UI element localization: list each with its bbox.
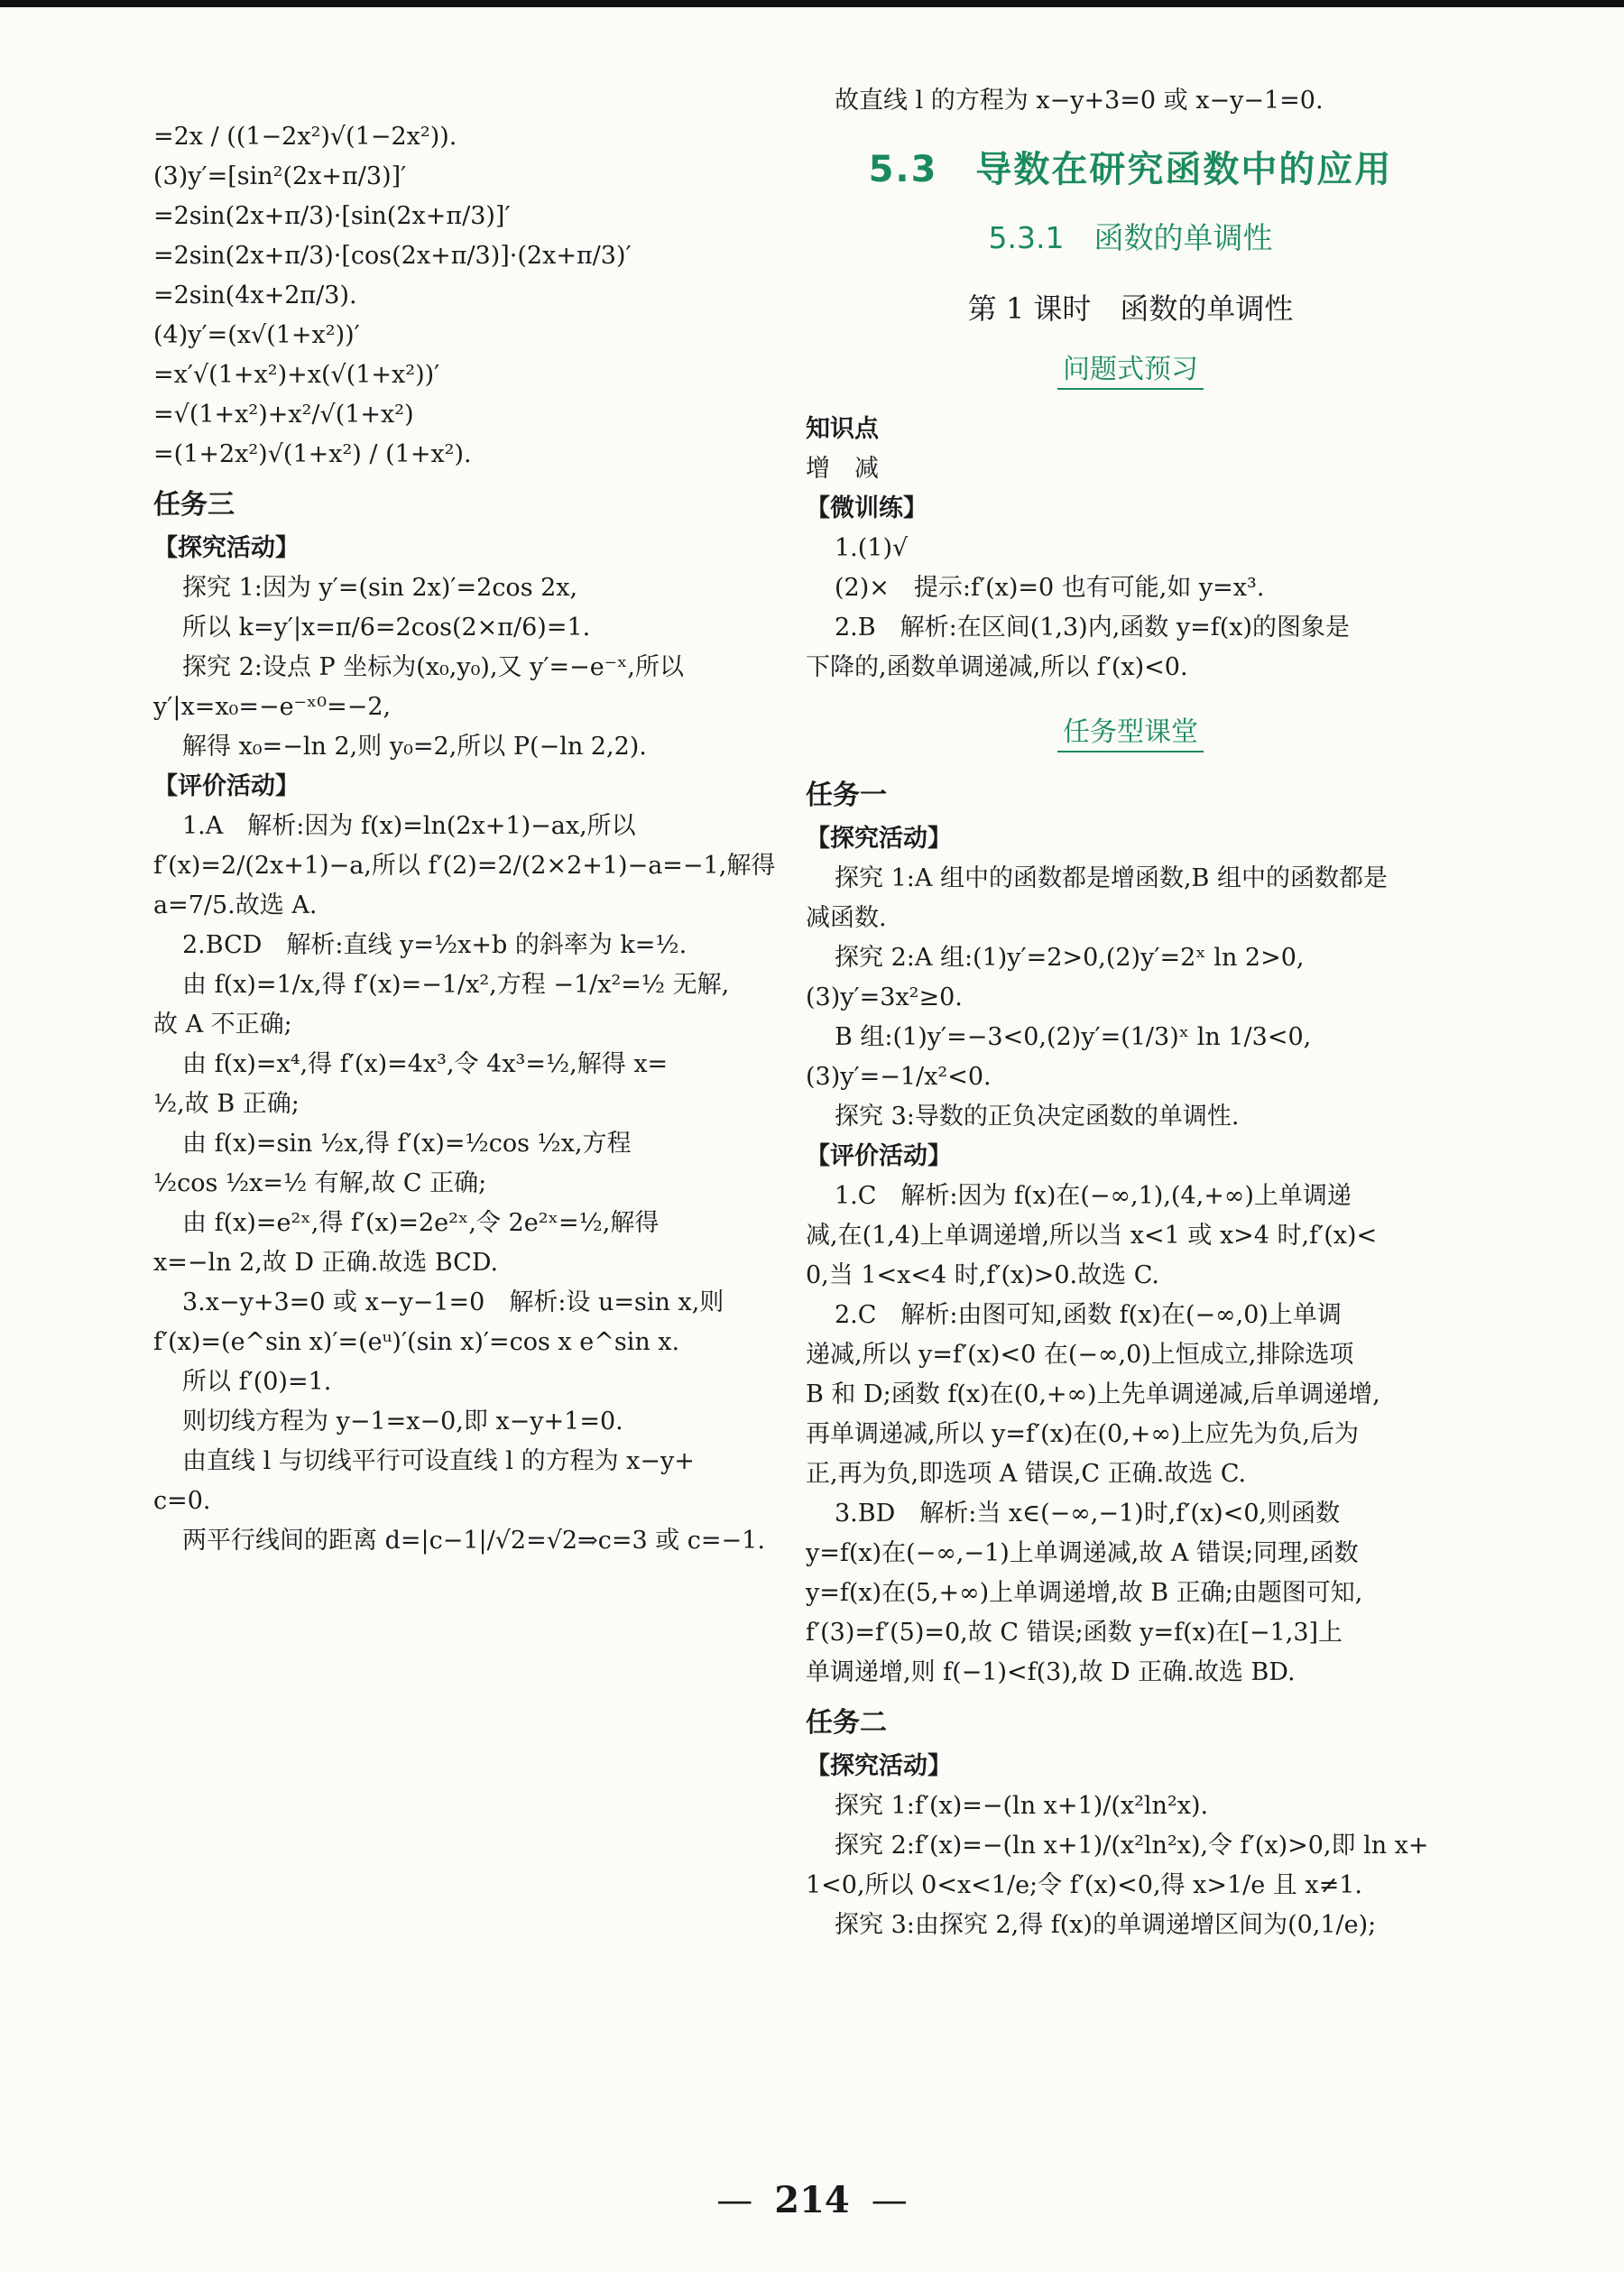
text-line: =2sin(2x+π/3)·[sin(2x+π/3)]′ xyxy=(153,202,511,230)
text-line: 2.B 解析:在区间(1,3)内,函数 y=f(x)的图象是 xyxy=(835,614,1351,642)
text-line: 由 f(x)=e²ˣ,得 f′(x)=2e²ˣ,令 2e²ˣ=½,解得 xyxy=(182,1209,660,1237)
text-line: =x′√(1+x²)+x(√(1+x²))′ xyxy=(153,361,440,389)
text-line: 递减,所以 y=f′(x)<0 在(−∞,0)上恒成立,排除选项 xyxy=(806,1341,1354,1369)
text-line: 探究 1:f′(x)=−(ln x+1)/(x²ln²x). xyxy=(835,1792,1209,1820)
text-line: 0,当 1<x<4 时,f′(x)>0.故选 C. xyxy=(806,1261,1160,1289)
left-column xyxy=(153,117,776,1561)
text-line: 再单调递减,所以 y=f′(x)在(0,+∞)上应先为负,后为 xyxy=(806,1420,1359,1448)
text-line: 1.(1)√ xyxy=(835,534,909,562)
page-number: 214 xyxy=(774,2179,850,2221)
text-line: =2sin(2x+π/3)·[cos(2x+π/3)]·(2x+π/3)′ xyxy=(153,242,632,270)
text-line: 所以 f′(0)=1. xyxy=(182,1368,332,1396)
text-line: 故 A 不正确; xyxy=(153,1011,292,1039)
text-line: 探究 3:导数的正负决定函数的单调性. xyxy=(835,1103,1240,1131)
text-line: ½,故 B 正确; xyxy=(153,1090,300,1118)
text-line: 所以 k=y′|x=π/6=2cos(2×π/6)=1. xyxy=(182,614,591,642)
text-line: 探究 2:f′(x)=−(ln x+1)/(x²ln²x),令 f′(x)>0,即 ln x+ xyxy=(835,1832,1429,1860)
text-line: c=0. xyxy=(153,1487,211,1515)
classroom-section-label: 任务型课堂 xyxy=(806,711,1455,754)
text-line: 正,再为负,即选项 A 错误,C 正确.故选 C. xyxy=(806,1460,1247,1488)
page-footer: — 214 — xyxy=(716,2179,908,2221)
text-line: 由 f(x)=x⁴,得 f′(x)=4x³,令 4x³=½,解得 x= xyxy=(182,1050,669,1078)
text-line: B 组:(1)y′=−3<0,(2)y′=(1/3)ˣ ln 1/3<0, xyxy=(835,1023,1312,1051)
text-line: B 和 D;函数 f(x)在(0,+∞)上先单调递减,后单调递增, xyxy=(806,1380,1380,1408)
text-line: 【评价活动】 xyxy=(806,1142,952,1170)
text-line: 1.A 解析:因为 f(x)=ln(2x+1)−ax,所以 xyxy=(182,812,636,840)
text-line: ½cos ½x=½ 有解,故 C 正确; xyxy=(153,1169,487,1197)
text-line: 1.C 解析:因为 f(x)在(−∞,1),(4,+∞)上单调递 xyxy=(835,1182,1352,1210)
text-line: 【探究活动】 xyxy=(806,1752,952,1780)
text-line: 任务一 xyxy=(806,780,887,811)
text-line: (4)y′=(x√(1+x²))′ xyxy=(153,321,360,349)
text-line: a=7/5.故选 A. xyxy=(153,891,318,919)
text-line: 探究 2:A 组:(1)y′=2>0,(2)y′=2ˣ ln 2>0, xyxy=(835,944,1305,972)
text-line: x=−ln 2,故 D 正确.故选 BCD. xyxy=(153,1249,499,1277)
text-line: 探究 3:由探究 2,得 f(x)的单调递增区间为(0,1/e); xyxy=(835,1911,1377,1939)
text-line: 下降的,函数单调递减,所以 f′(x)<0. xyxy=(806,653,1188,681)
text-line: (3)y′=−1/x²<0. xyxy=(806,1063,992,1091)
right-top-line: 故直线 l 的方程为 x−y+3=0 或 x−y−1=0. xyxy=(835,87,1324,115)
subsection-heading-5-3-1: 5.3.1 函数的单调性 xyxy=(988,220,1273,255)
text-line: 3.x−y+3=0 或 x−y−1=0 解析:设 u=sin x,则 xyxy=(182,1288,724,1316)
text-line: 则切线方程为 y−1=x−0,即 x−y+1=0. xyxy=(182,1408,623,1436)
text-line: 3.BD 解析:当 x∈(−∞,−1)时,f′(x)<0,则函数 xyxy=(835,1500,1341,1528)
text-line: (3)y′=3x²≥0. xyxy=(806,983,963,1011)
text-line: 减,在(1,4)上单调递增,所以当 x<1 或 x>4 时,f′(x)< xyxy=(806,1222,1378,1250)
text-line: y=f(x)在(5,+∞)上单调递增,故 B 正确;由题图可知, xyxy=(806,1579,1363,1607)
scan-top-edge xyxy=(0,0,1624,7)
text-line: 任务三 xyxy=(153,489,235,521)
text-line: f′(3)=f′(5)=0,故 C 错误;函数 y=f(x)在[−1,3]上 xyxy=(806,1619,1343,1647)
text-line: 由 f(x)=1/x,得 f′(x)=−1/x²,方程 −1/x²=½ 无解, xyxy=(182,971,730,999)
text-line: 由 f(x)=sin ½x,得 f′(x)=½cos ½x,方程 xyxy=(182,1130,632,1158)
text-line: 单调递增,则 f(−1)<f(3),故 D 正确.故选 BD. xyxy=(806,1658,1296,1686)
right-column xyxy=(806,87,1455,1945)
text-line: 由直线 l 与切线平行可设直线 l 的方程为 x−y+ xyxy=(182,1447,695,1475)
text-line: =2sin(4x+2π/3). xyxy=(153,282,357,309)
text-line: (2)× 提示:f′(x)=0 也有可能,如 y=x³. xyxy=(835,574,1265,602)
text-line: 探究 2:设点 P 坐标为(x₀,y₀),又 y′=−e⁻ˣ,所以 xyxy=(182,653,685,681)
text-line: =(1+2x²)√(1+x²) / (1+x²). xyxy=(153,440,472,468)
text-line: 【评价活动】 xyxy=(153,772,300,800)
text-line: 减函数. xyxy=(806,904,887,932)
classroom-block xyxy=(806,772,1455,1945)
text-line: =2x / ((1−2x²)√(1−2x²)). xyxy=(153,123,457,151)
text-line: 两平行线间的距离 d=|c−1|/√2=√2⇒c=3 或 c=−1. xyxy=(182,1527,765,1555)
text-line: y′|x=x₀=−e⁻ˣ⁰=−2, xyxy=(153,693,392,721)
text-line: 探究 1:A 组中的函数都是增函数,B 组中的函数都是 xyxy=(835,864,1388,892)
text-line: 知识点 xyxy=(806,415,879,443)
text-line: 【探究活动】 xyxy=(806,825,952,853)
text-line: f′(x)=2/(2x+1)−a,所以 f′(2)=2/(2×2+1)−a=−1,解得 xyxy=(153,852,776,880)
text-line: 2.BCD 解析:直线 y=½x+b 的斜率为 k=½. xyxy=(182,931,687,959)
preview-section-label: 问题式预习 xyxy=(806,348,1455,392)
text-line: f′(x)=(e^sin x)′=(eᵘ)′(sin x)′=cos x e^sin x. xyxy=(153,1328,680,1356)
section-heading-5-3: 5.3 导数在研究函数中的应用 xyxy=(868,149,1393,190)
text-line: y=f(x)在(−∞,−1)上单调递减,故 A 错误;同理,函数 xyxy=(806,1539,1359,1567)
text-line: (3)y′=[sin²(2x+π/3)]′ xyxy=(153,162,407,190)
text-line: 2.C 解析:由图可知,函数 f(x)在(−∞,0)上单调 xyxy=(835,1301,1342,1329)
text-line: 【微训练】 xyxy=(806,494,927,522)
text-line: 增 减 xyxy=(806,455,879,483)
text-line: 1<0,所以 0<x<1/e;令 f′(x)<0,得 x>1/e 且 x≠1. xyxy=(806,1871,1362,1899)
text-line: 解得 x₀=−ln 2,则 y₀=2,所以 P(−ln 2,2). xyxy=(182,733,647,761)
lesson-title: 第 1 课时 函数的单调性 xyxy=(967,291,1294,326)
text-line: =√(1+x²)+x²/√(1+x²) xyxy=(153,401,414,429)
preview-block xyxy=(806,410,1455,688)
text-line: 探究 1:因为 y′=(sin 2x)′=2cos 2x, xyxy=(182,574,578,602)
text-line: 任务二 xyxy=(806,1707,887,1739)
text-line: 【探究活动】 xyxy=(153,534,300,562)
